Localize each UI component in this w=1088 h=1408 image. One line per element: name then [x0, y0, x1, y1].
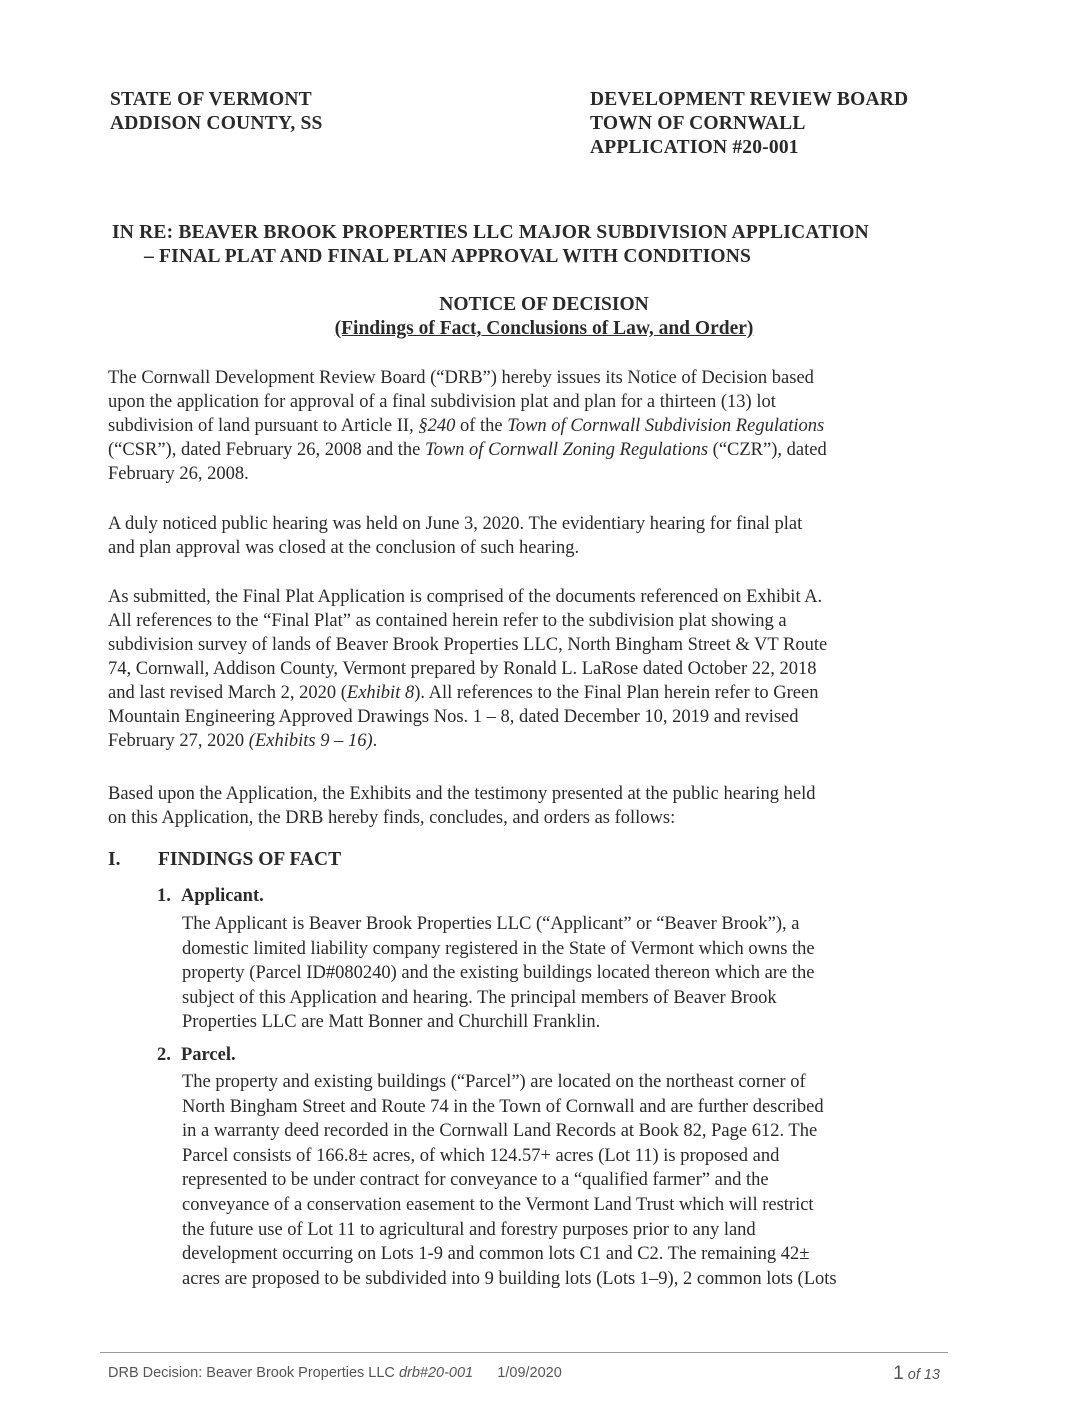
finding-body — [182, 1070, 952, 1291]
line: A duly noticed public hearing was held on June 3, 2020. The evidentiary hearing for final plat — [108, 514, 803, 534]
line — [108, 681, 944, 705]
text: and last revised March 2, 2020 ( — [108, 683, 347, 703]
line: Based upon the Application, the Exhibits and the testimony presented at the public hearing held — [108, 784, 816, 804]
line: All references to the “Final Plat” as contained herein refer to the subdivision plat showing a — [108, 611, 787, 631]
text: (“CSR”), dated February 26, 2008 and the — [108, 440, 425, 460]
footer-rule — [100, 1352, 948, 1353]
section-heading — [108, 848, 341, 872]
finding-title: Applicant. — [181, 886, 264, 906]
line: The Applicant is Beaver Brook Properties LLC (“Applicant” or “Beaver Brook”), a — [182, 914, 800, 934]
header-right — [590, 88, 908, 160]
footer-date: 1/09/2020 — [497, 1365, 562, 1381]
footer-docket: drb#20-001 — [398, 1365, 474, 1381]
line: property (Parcel ID#080240) and the existing buildings located thereon which are the — [182, 963, 815, 984]
board-line: DEVELOPMENT REVIEW BOARD — [590, 89, 909, 110]
caption-line-2: – FINAL PLAT AND FINAL PLAN APPROVAL WITH CONDITIONS — [144, 246, 752, 267]
notice-subtitle: (Findings of Fact, Conclusions of Law, and Order) — [334, 318, 754, 339]
caption-line-1: IN RE: BEAVER BROOK PROPERTIES LLC MAJOR SUBDIVISION APPLICATION — [112, 222, 869, 243]
line: acres are proposed to be subdivided into 9 building lots (Lots 1–9), 2 common lots (Lots — [182, 1268, 837, 1289]
text: February 27, 2020 — [108, 731, 249, 751]
line: The Cornwall Development Review Board (“DRB”) hereby issues its Notice of Decision based — [108, 368, 814, 388]
line: Parcel consists of 166.8± acres, of which 124.57+ acres (Lot 11) is proposed and — [182, 1145, 780, 1166]
line: As submitted, the Final Plat Application is comprised of the documents referenced on Exhibit A. — [108, 587, 823, 607]
line: domestic limited liability company registered in the State of Vermont which owns the — [182, 938, 815, 959]
line: in a warranty deed recorded in the Cornwall Land Records at Book 82, Page 612. The — [182, 1121, 818, 1142]
county-line: ADDISON COUNTY, SS — [110, 113, 323, 134]
footer-citation — [108, 1365, 562, 1381]
line: subject of this Application and hearing. The principal members of Beaver Brook — [182, 987, 777, 1008]
text: subdivision of land pursuant to Article II, — [108, 416, 419, 436]
line: on this Application, the DRB hereby finds, concludes, and orders as follows: — [108, 808, 676, 828]
line: and plan approval was closed at the conclusion of such hearing. — [108, 538, 580, 558]
line: the future use of Lot 11 to agricultural and forestry purposes prior to any land — [182, 1219, 756, 1240]
line — [108, 414, 944, 438]
section-title: FINDINGS OF FACT — [158, 849, 342, 870]
text: of the — [455, 416, 508, 436]
finding-body — [182, 912, 952, 1035]
line — [108, 438, 944, 462]
line: February 26, 2008. — [108, 464, 249, 484]
final-plat-paragraph — [108, 585, 944, 753]
text: . — [372, 731, 378, 751]
finding-heading — [157, 1043, 236, 1067]
text: ). All references to the Final Plan herein refer to Green — [414, 683, 819, 703]
line: subdivision survey of lands of Beaver Brook Properties LLC, North Bingham Street & VT Route — [108, 635, 828, 655]
line: Mountain Engineering Approved Drawings Nos. 1 – 8, dated December 10, 2019 and revised — [108, 707, 799, 727]
state-line: STATE OF VERMONT — [110, 89, 312, 110]
page-total: of 13 — [907, 1367, 940, 1383]
line — [108, 729, 944, 753]
finding-title: Parcel. — [181, 1045, 236, 1065]
exhibit-reference: (Exhibits 9 – 16) — [248, 731, 373, 751]
line: North Bingham Street and Route 74 in the Town of Cornwall and are further described — [182, 1096, 824, 1117]
notice-title: NOTICE OF DECISION — [439, 294, 649, 315]
finding-heading — [157, 884, 264, 908]
text: (“CZR”), dated — [708, 440, 827, 460]
footer-title: DRB Decision: Beaver Brook Properties LLC — [108, 1365, 399, 1381]
line: development occurring on Lots 1-9 and common lots C1 and C2. The remaining 42± — [182, 1244, 810, 1265]
regulation-title: Town of Cornwall Subdivision Regulations — [507, 416, 825, 436]
exhibit-reference: Exhibit 8 — [346, 683, 415, 703]
town-line: TOWN OF CORNWALL — [590, 113, 806, 134]
line: upon the application for approval of a final subdivision plat and plan for a thirteen (13) lot — [108, 392, 776, 412]
line: represented to be under contract for conveyance to a “qualified farmer” and the — [182, 1170, 769, 1191]
finding-number: 2. — [157, 1045, 171, 1065]
finding-number: 1. — [157, 886, 171, 906]
section-reference: §240 — [418, 416, 456, 436]
line: 74, Cornwall, Addison County, Vermont prepared by Ronald L. LaRose dated October 22, 2018 — [108, 659, 817, 679]
current-page: 1 — [893, 1363, 904, 1384]
line: conveyance of a conservation easement to the Vermont Land Trust which will restrict — [182, 1194, 814, 1215]
line: Properties LLC are Matt Bonner and Churchill Franklin. — [182, 1012, 601, 1033]
regulation-title: Town of Cornwall Zoning Regulations — [425, 440, 709, 460]
page-number — [893, 1363, 940, 1385]
hearing-paragraph — [108, 512, 944, 560]
application-number: APPLICATION #20-001 — [590, 137, 799, 158]
intro-paragraph — [108, 366, 944, 486]
basis-paragraph — [108, 782, 944, 830]
header-left — [110, 88, 323, 136]
section-number: I. — [108, 849, 121, 870]
line: The property and existing buildings (“Parcel”) are located on the northeast corner of — [182, 1072, 806, 1092]
case-caption — [112, 221, 952, 269]
